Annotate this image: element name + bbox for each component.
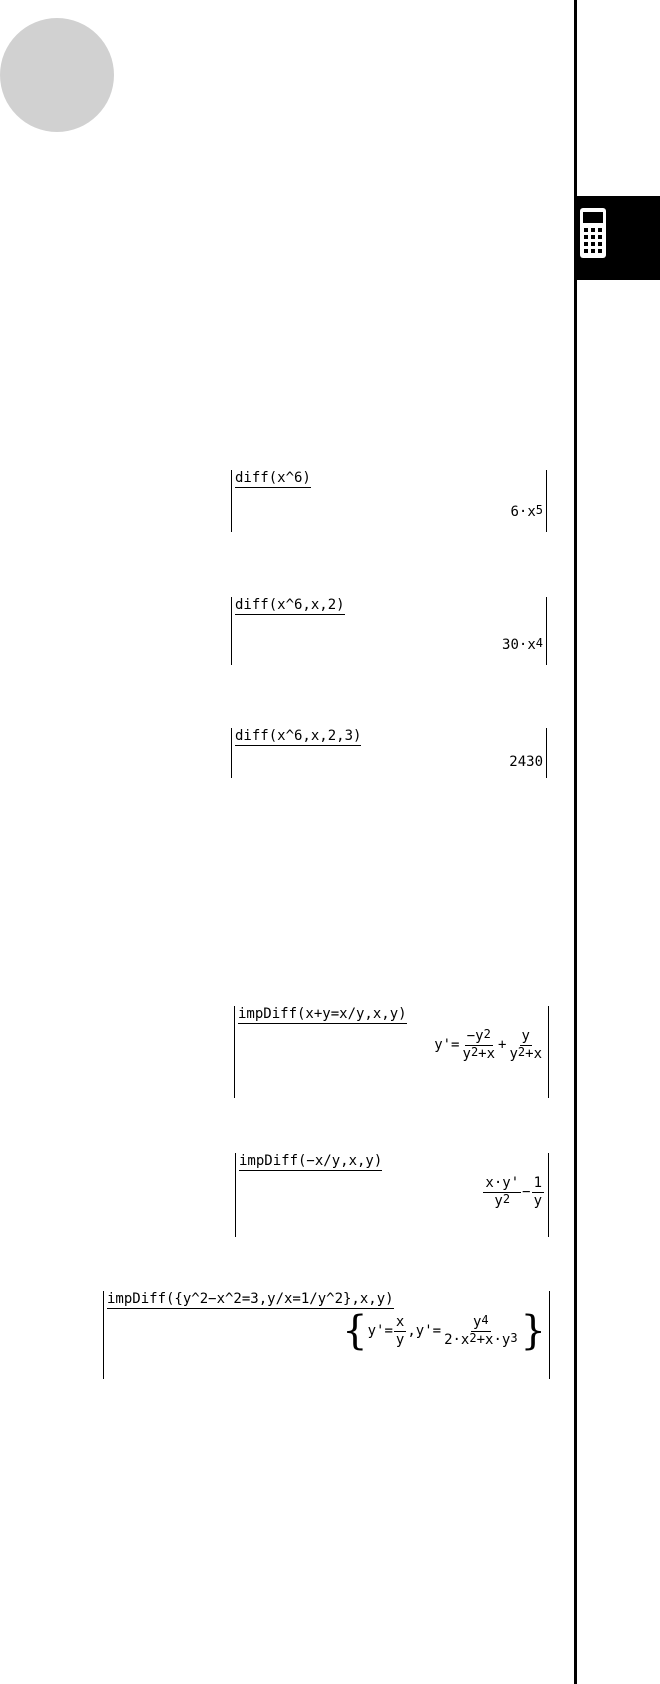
- calc-screen-diff-1: [231, 470, 547, 532]
- result-expression: y'= $\frac{-y^2}{y^2+x}$ + $\frac{y}{y^2+x}$: [434, 1027, 542, 1062]
- input-line: impDiff(x+y=x/y,x,y): [238, 1006, 407, 1022]
- calc-screen-diff-2: [231, 597, 547, 665]
- calc-screen-impdiff-3: [103, 1291, 550, 1379]
- result-expression: $\frac{x\cdot y'}{y^2}$ − $\frac{1}{y}$: [485, 1175, 542, 1209]
- chapter-tab: [574, 196, 660, 280]
- result-expression: { y'= $\frac{x}{y}$ , y'= $\frac{y^4}{2\cdot x^2+x\cdot y^3}$ }: [342, 1308, 546, 1354]
- fraction-1: $\frac{-y^2}{y^2+x}$: [462, 1027, 496, 1062]
- input-line: impDiff(−x/y,x,y): [239, 1153, 383, 1169]
- section-circle-marker: [0, 18, 114, 132]
- result-line: $30\cdot x^4$: [502, 636, 543, 653]
- calculator-icon: [580, 208, 606, 258]
- result-line: 2430: [509, 754, 543, 770]
- input-line: impDiff({y^2−x^2=3,y/x=1/y^2},x,y): [107, 1291, 394, 1307]
- fraction-1: $\frac{x}{y}$: [395, 1313, 405, 1348]
- fraction-2: $\frac{1}{y}$: [533, 1175, 542, 1209]
- input-line: diff(x^6): [235, 470, 311, 486]
- fraction-1: $\frac{x\cdot y'}{y^2}$: [485, 1175, 520, 1209]
- fraction-2: $\frac{y^4}{2\cdot x^2+x\cdot y^3}$: [444, 1312, 518, 1348]
- input-line: diff(x^6,x,2): [235, 597, 345, 613]
- calc-screen-impdiff-1: [234, 1006, 549, 1098]
- input-line: diff(x^6,x,2,3): [235, 728, 362, 744]
- calc-screen-impdiff-2: [235, 1153, 549, 1237]
- fraction-2: $\frac{y}{y^2+x}$: [509, 1028, 542, 1062]
- calc-screen-diff-3: [231, 728, 547, 778]
- result-line: $6\cdot x^5$: [510, 503, 543, 520]
